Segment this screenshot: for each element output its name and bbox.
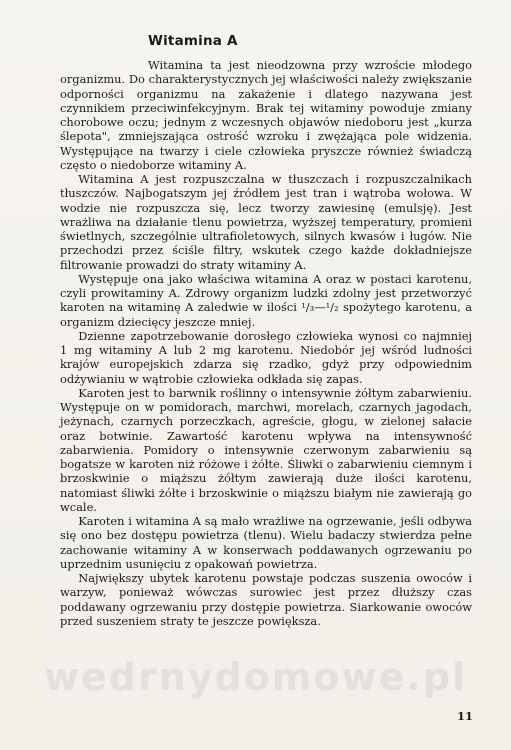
paragraph-4: Dzienne zapotrzebowanie dorosłego człowieka wynosi co najmniej 1 mg witaminy A lub 2 mg karotenu. Niedobór jej wśród ludności krajów europejskich zdarza się rzadko, gdyż przy odpowiednim odżywianiu w wątrobie człowieka odkłada się zapas.: [60, 328, 472, 386]
page-number: 11: [457, 709, 474, 723]
paragraph-7: Największy ubytek karotenu powstaje podczas suszenia owoców i warzyw, ponieważ wówczas surowiec jest przez dłuższy czas poddawany ogrzewaniu przy dostępie powietrza. Siarkowanie owoców przed suszeniem straty te jeszcze powiększa.: [60, 571, 472, 628]
watermark: wedrnydomowe.pl: [43, 655, 468, 699]
paragraph-3: Występuje ona jako właściwa witamina A oraz w postaci karotenu, czyli prowitaminy A. Zdrowy organizm ludzki zdolny jest przetworzyć karoten na witaminę A zaledwie w ilości ¹/₃—¹/₂ spożytego karotenu, a organizm dziecięcy jeszcze mniej.: [60, 271, 472, 329]
paragraph-1: Witamina ta jest nieodzowna przy wzroście młodego organizmu. Do charakterystycznych jej właściwości należy zwiększanie odporności organizmu na zakażenie i dlatego nazywana jest czynnikiem przeciwinfekcyjnym. Brak tej witaminy powoduje zmiany chorobowe oczu; jednym z wczesnych objawów niedoboru jest „kurza ślepota", zmniejszająca ostrość wzroku i zwężająca pole widzenia. Występujące na twarzy i ciele człowieka pryszcze również świadczą często o niedoborze witaminy A.: [60, 58, 472, 172]
paragraph-2: Witamina A jest rozpuszczalna w tłuszczach i rozpuszczalnikach tłuszczów. Najbogatszym jej źródłem jest tran i wątroba wołowa. W wodzie nie rozpuszcza się, lecz tworzy zawiesinę (emulsję). Jest wrażliwa na działanie tlenu powietrza, wyższej temperatury, promieni świetlnych, szczególnie ultrafioletowych, silnych kwasów i ługów. Nie przechodzi przez ściśle filtry, wskutek czego każde dokładniejsze filtrowanie prowadzi do straty witaminy A.: [60, 172, 472, 272]
paragraph-6: Karoten i witamina A są mało wrażliwe na ogrzewanie, jeśli odbywa się ono bez dostępu powietrza (tlenu). Wielu badaczy stwierdza pełne zachowanie witaminy A w konserwach poddawanych ogrzewaniu po uprzednim usunięciu z opakowań powietrza.: [60, 514, 472, 571]
body-text: [60, 58, 472, 628]
paragraph-5: Karoten jest to barwnik roślinny o intensywnie żółtym zabarwieniu. Występuje on w pomidorach, marchwi, morelach, czarnych jagodach, jeżynach, czarnych porzeczkach, agreście, głogu, w zielonej sałacie oraz botwinie. Zawartość karotenu wpływa na intensywność zabarwienia. Pomidory o intensywnie czerwonym zabarwieniu są bogatsze w karoten niż różowe i żółte. Śliwki o zabarwieniu ciemnym i brzoskwinie o miąższu żółtym zawierają duże ilości karotenu, natomiast śliwki żółte i brzoskwinie o miąższu białym nie zawierają go wcale.: [60, 385, 472, 514]
section-heading: Witamina A: [148, 33, 238, 49]
